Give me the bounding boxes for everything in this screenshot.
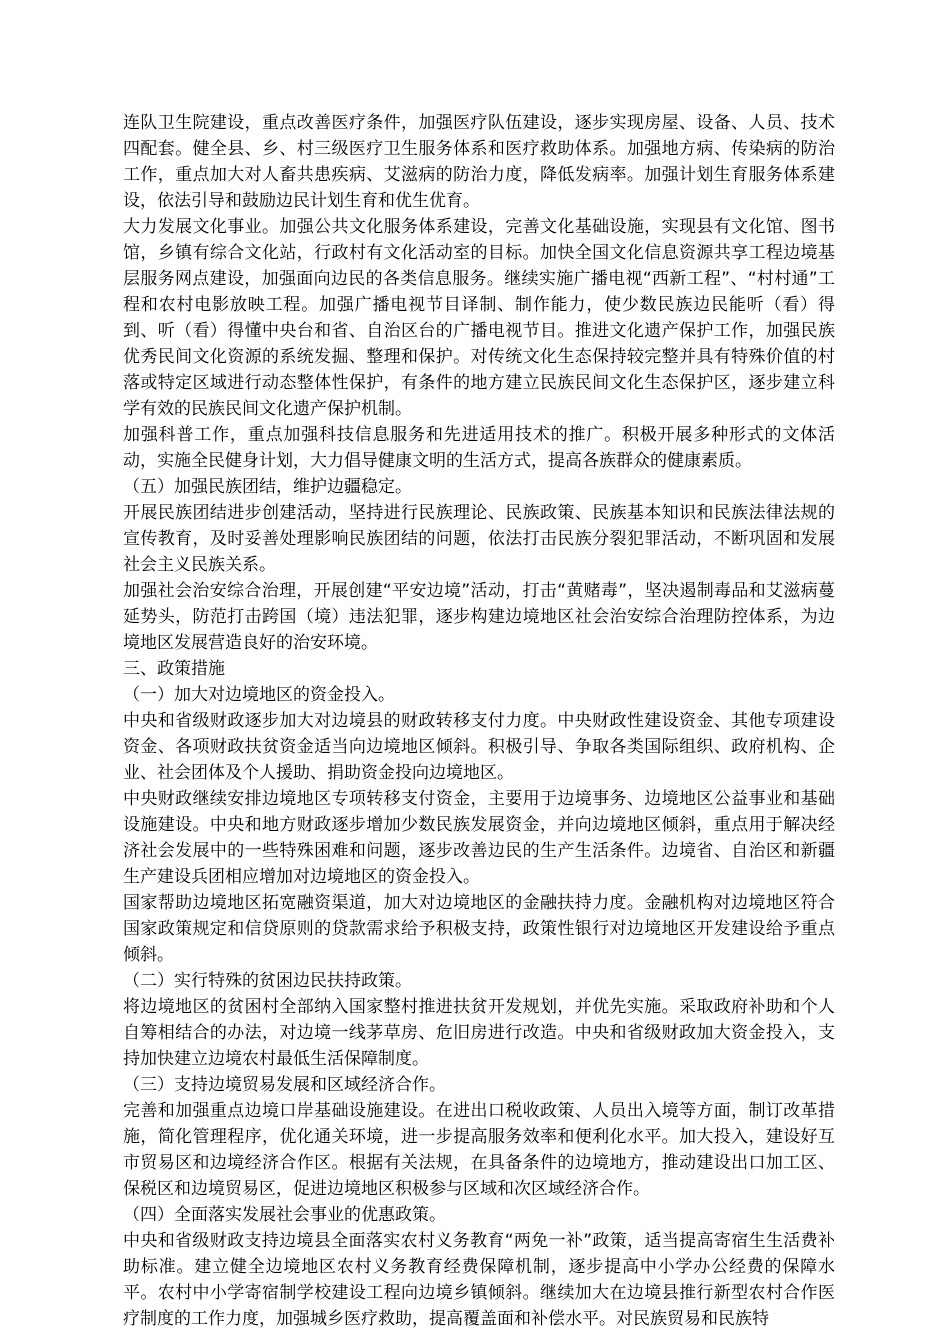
paragraph-poverty-support: 将边境地区的贫困村全部纳入国家整村推进扶贫开发规划，并优先实施。采取政府补助和个人自筹相结合的办法，对边境一线茅草房、危旧房进行改造。中央和省级财政加大资金投入，支持加快建立边境农村最低生活保障制度。 — [123, 997, 835, 1069]
paragraph-social-programs: 中央和省级财政支持边境县全面落实农村义务教育“两免一补”政策，适当提高寄宿生生活费补助标准。建立健全边境地区农村义务教育经费保障机制，逐步提高中小学办公经费的保障水平。农村中小学寄宿制学校建设工程向边境乡镇倾斜。继续加大在边境县推行新型农村合作医疗制度的工作力度，加强城乡医疗救助，提高覆盖面和补偿水平。对民族贸易和民族特 — [123, 1231, 835, 1329]
heading-funding: （一）加大对边境地区的资金投入。 — [123, 685, 395, 705]
paragraph-financing: 国家帮助边境地区拓宽融资渠道，加大对边境地区的金融扶持力度。金融机构对边境地区符合国家政策规定和信贷原则的贷款需求给予积极支持，政策性银行对边境地区开发建设给予重点倾斜。 — [123, 893, 835, 965]
heading-poverty-support: （二）实行特殊的贫困边民扶持政策。 — [123, 971, 412, 991]
paragraph-medical-health: 连队卫生院建设，重点改善医疗条件，加强医疗队伍建设，逐步实现房屋、设备、人员、技术四配套。健全县、乡、村三级医疗卫生服务体系和医疗救助体系。加强地方病、传染病的防治工作，重点加大对人畜共患疾病、艾滋病的防治力度，降低发病率。加强计划生育服务体系建设，依法引导和鼓励边民计划生育和优生优育。 — [123, 113, 835, 211]
paragraph-science-popularization: 加强科普工作，重点加强科技信息服务和先进适用技术的推广。积极开展多种形式的文体活动，实施全民健身计划，大力倡导健康文明的生活方式，提高各族群众的健康素质。 — [123, 425, 835, 471]
paragraph-public-security: 加强社会治安综合治理，开展创建“平安边境”活动，打击“黄赌毒”，坚决遏制毒品和艾滋病蔓延势头，防范打击跨国（境）违法犯罪，逐步构建边境地区社会治安综合治理防控体系，为边境地区发展营造良好的治安环境。 — [123, 581, 835, 653]
paragraph-special-funds: 中央财政继续安排边境地区专项转移支付资金，主要用于边境事务、边境地区公益事业和基础设施建设。中央和地方财政逐步增加少数民族发展资金，并向边境地区倾斜，重点用于解决经济社会发展中的一些特殊困难和问题，逐步改善边民的生产生活条件。边境省、自治区和新疆生产建设兵团相应增加对边境地区的资金投入。 — [123, 789, 835, 887]
heading-policy-measures: 三、政策措施 — [123, 659, 225, 679]
paragraph-unity-activities: 开展民族团结进步创建活动，坚持进行民族理论、民族政策、民族基本知识和民族法律法规的宣传教育，及时妥善处理影响民族团结的问题，依法打击民族分裂犯罪活动，不断巩固和发展社会主义民族关系。 — [123, 503, 835, 575]
paragraph-fiscal-transfer: 中央和省级财政逐步加大对边境县的财政转移支付力度。中央财政性建设资金、其他专项建设资金、各项财政扶贫资金适当向边境地区倾斜。积极引导、争取各类国际组织、政府机构、企业、社会团体及个人援助、捐助资金投向边境地区。 — [123, 711, 835, 783]
paragraph-culture: 大力发展文化事业。加强公共文化服务体系建设，完善文化基础设施，实现县有文化馆、图书馆，乡镇有综合文化站，行政村有文化活动室的目标。加快全国文化信息资源共享工程边境基层服务网点建设，加强面向边民的各类信息服务。继续实施广播电视“西新工程”、“村村通”工程和农村电影放映工程。加强广播电视节目译制、制作能力，使少数民族边民能听（看）得到、听（看）得懂中央台和省、自治区台的广播电视节目。推进文化遗产保护工作，加强民族优秀民间文化资源的系统发掘、整理和保护。对传统文化生态保持较完整并具有特殊价值的村落或特定区域进行动态整体性保护，有条件的地方建立民族民间文化生态保护区，逐步建立科学有效的民族民间文化遗产保护机制。 — [123, 217, 835, 419]
document-page — [123, 110, 835, 1332]
paragraph-border-trade: 完善和加强重点边境口岸基础设施建设。在进出口税收政策、人员出入境等方面，制订改革措施，简化管理程序，优化通关环境，进一步提高服务效率和便利化水平。加大投入，建设好互市贸易区和边境经济合作区。根据有关法规，在具备条件的边境地方，推动建设出口加工区、保税区和边境贸易区，促进边境地区积极参与区域和次区域经济合作。 — [123, 1101, 835, 1199]
heading-ethnic-unity: （五）加强民族团结，维护边疆稳定。 — [123, 477, 412, 497]
heading-border-trade: （三）支持边境贸易发展和区域经济合作。 — [123, 1075, 446, 1095]
heading-social-programs: （四）全面落实发展社会事业的优惠政策。 — [123, 1205, 446, 1225]
